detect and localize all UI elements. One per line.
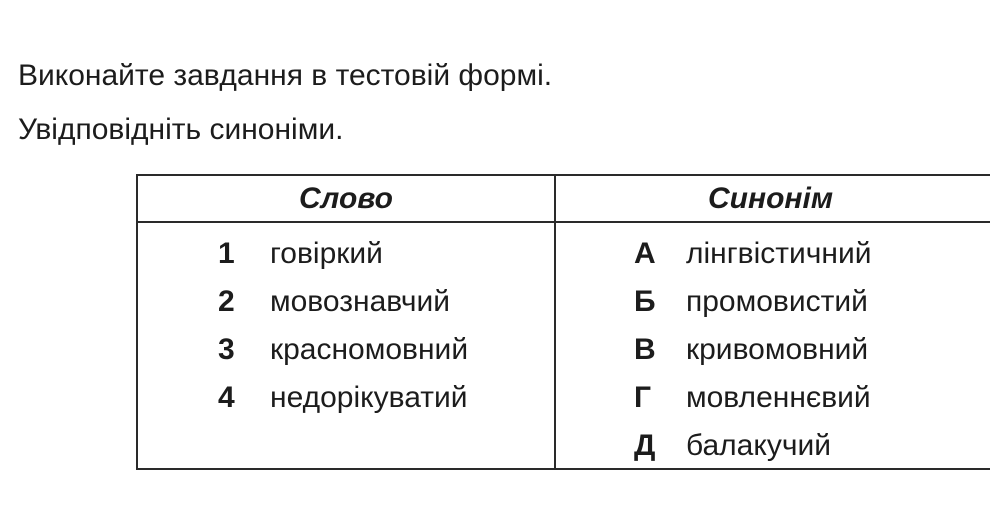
instruction-line-2: Увідповідніть синоніми.: [18, 113, 344, 146]
column-header-synonym: Синонім: [708, 182, 834, 215]
word-item: [218, 380, 467, 416]
word-item: [218, 284, 450, 320]
word-number: 3: [218, 333, 235, 366]
synonym-letter: В: [634, 333, 656, 366]
matching-table: [136, 174, 990, 470]
word-text: говіркий: [270, 237, 383, 270]
synonym-item: [634, 284, 868, 320]
word-text: недорікуватий: [270, 381, 468, 414]
synonym-letter: А: [634, 237, 656, 270]
column-divider: [554, 176, 556, 468]
word-item: [218, 236, 383, 272]
synonym-item: [634, 380, 871, 416]
synonym-letter: Г: [634, 381, 652, 414]
synonym-letter: Д: [634, 429, 656, 462]
word-item: [218, 332, 468, 368]
synonym-text: балакучий: [686, 429, 831, 462]
synonym-item: [634, 236, 872, 272]
word-text: красномовний: [270, 333, 469, 366]
instruction-line-1: Виконайте завдання в тестовій формі.: [18, 59, 553, 92]
synonym-text: мовленнєвий: [686, 381, 871, 414]
synonym-text: промовистий: [686, 285, 868, 318]
column-header-word: Слово: [299, 182, 393, 215]
word-number: 4: [218, 381, 235, 414]
synonym-item: [634, 428, 831, 464]
synonym-text: лінгвістичний: [686, 237, 872, 270]
synonym-text: кривомовний: [686, 333, 869, 366]
word-number: 2: [218, 285, 235, 318]
word-number: 1: [218, 237, 235, 270]
word-text: мовознавчий: [270, 285, 450, 318]
synonym-item: [634, 332, 868, 368]
synonym-letter: Б: [634, 285, 656, 318]
header-divider: [138, 221, 990, 223]
